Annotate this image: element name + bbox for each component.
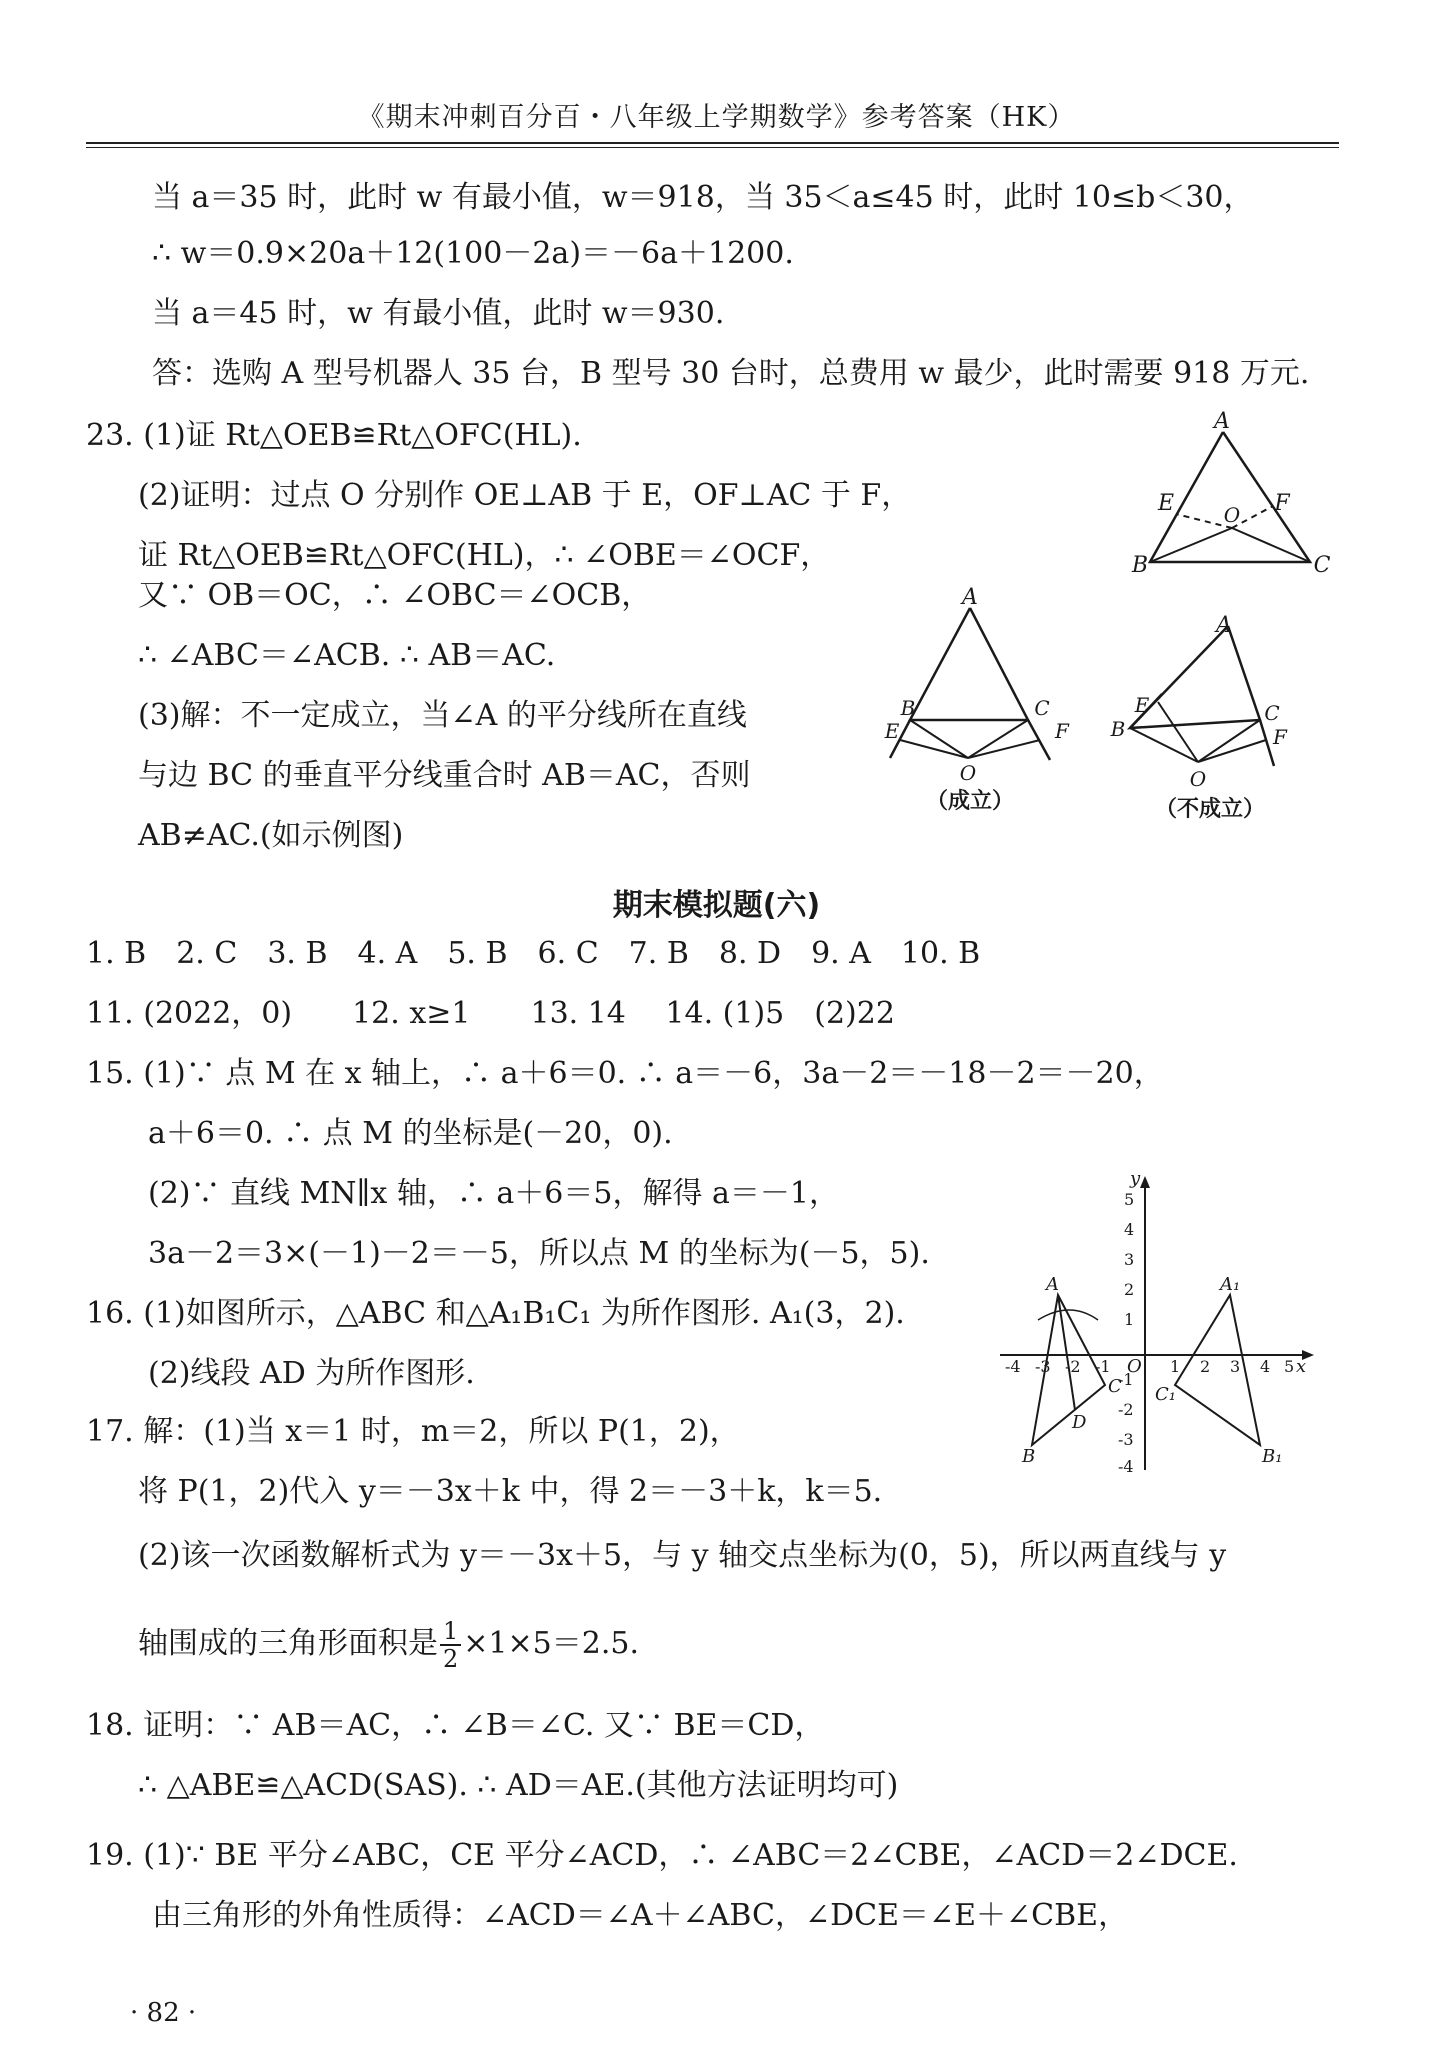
label-o: O	[1223, 503, 1241, 527]
label-b: B	[1131, 553, 1149, 578]
axis-label-origin: O	[1127, 1356, 1142, 1377]
answer-line: 将 P(1，2)代入 y＝－3x＋k 中，得 2＝－3＋k，k＝5.	[138, 1474, 883, 1509]
answer-line: ∴ ∠ABC＝∠ACB. ∴ AB＝AC.	[138, 638, 556, 673]
axis-label-y: y	[1130, 1168, 1141, 1189]
header-rule	[86, 142, 1339, 144]
answer-line: (3)解：不一定成立，当∠A 的平分线所在直线	[138, 698, 747, 733]
page-header: 《期末冲刺百分百・八年级上学期数学》参考答案（HK）	[357, 102, 1076, 133]
label-e: E	[1134, 693, 1150, 717]
label-a: A	[1214, 409, 1230, 434]
x-tick-neg3: -3	[1035, 1357, 1051, 1376]
oe-segment	[900, 740, 968, 758]
answer-line: AB≠AC.(如示例图)	[138, 818, 404, 853]
co-segment	[1198, 720, 1260, 762]
fraction-half	[440, 1618, 461, 1672]
answer-line: 18. 证明：∵ AB＝AC，∴ ∠B＝∠C. 又∵ BE＝CD，	[86, 1708, 825, 1743]
caption: （不成立）	[1154, 797, 1266, 822]
answer-line: 17. 解：(1)当 x＝1 时，m＝2，所以 P(1，2)，	[86, 1414, 740, 1449]
triangle-figure-3	[1100, 590, 1320, 830]
answer-line: 当 a＝45 时，w 有最小值，此时 w＝930.	[152, 296, 725, 331]
y-tick-5: 5	[1124, 1190, 1135, 1209]
point-label-c: C	[1108, 1376, 1122, 1397]
page-number: · 82 ·	[130, 1998, 197, 2028]
label-b: B	[900, 696, 916, 720]
triangle-outline	[1130, 626, 1260, 728]
y-axis-arrow	[1140, 1176, 1150, 1188]
answer-line: (2)证明：过点 O 分别作 OE⊥AB 于 E，OF⊥AC 于 F，	[138, 478, 912, 513]
ac-extension	[1260, 720, 1274, 766]
area-line	[138, 1618, 639, 1672]
label-o: O	[1189, 767, 1207, 791]
x-tick-4: 4	[1260, 1357, 1271, 1376]
answer-line: 与边 BC 的垂直平分线重合时 AB＝AC，否则	[138, 758, 751, 793]
answer-line: ∴ w＝0.9×20a＋12(100－2a)＝－6a＋1200.	[152, 236, 794, 271]
x-tick-5: 5	[1284, 1357, 1295, 1376]
fraction-denominator: 2	[443, 1645, 459, 1673]
answer-line: (2)线段 AD 为所作图形.	[148, 1356, 475, 1391]
fraction-numerator: 1	[440, 1618, 461, 1646]
label-e: E	[1157, 491, 1175, 516]
x-tick-1: 1	[1170, 1357, 1181, 1376]
bo-segment	[910, 720, 968, 758]
answer-line: 证 Rt△OEB≌Rt△OFC(HL)，∴ ∠OBE＝∠OCF，	[138, 538, 831, 573]
answer-line: 当 a＝35 时，此时 w 有最小值，w＝918，当 35＜a≤45 时，此时 10≤b＜30，	[152, 180, 1254, 215]
answer-line: ∴ △ABE≌△ACD(SAS). ∴ AD＝AE.(其他方法证明均可)	[138, 1768, 899, 1803]
y-tick-neg3: -3	[1118, 1430, 1134, 1449]
of-segment	[968, 740, 1040, 758]
label-a: A	[962, 585, 978, 610]
point-label-c1: C₁	[1155, 1384, 1176, 1405]
header-rule-thin	[86, 147, 1339, 148]
label-b: B	[1110, 717, 1126, 741]
label-e: E	[884, 719, 900, 743]
area-text: 轴围成的三角形面积是	[138, 1626, 438, 1661]
triangle-outline	[910, 608, 1028, 720]
area-result: ×1×5＝2.5.	[463, 1626, 639, 1661]
label-a: A	[1216, 613, 1232, 638]
y-tick-2: 2	[1124, 1280, 1135, 1299]
x-tick-neg2: -2	[1065, 1357, 1081, 1376]
point-label-a: A	[1046, 1274, 1059, 1295]
y-tick-neg4: -4	[1118, 1457, 1134, 1476]
point-label-a1: A₁	[1220, 1274, 1241, 1295]
label-f: F	[1273, 725, 1287, 749]
y-tick-neg1: -1	[1118, 1370, 1134, 1389]
label-f: F	[1055, 719, 1069, 743]
answer-line: 3a－2＝3×(－1)－2＝－5，所以点 M 的坐标为(－5，5).	[148, 1236, 930, 1271]
answer-line: 15. (1)∵ 点 M 在 x 轴上，∴ a＋6＝0. ∴ a＝－6，3a－2＝－18－2＝－20，	[86, 1056, 1164, 1091]
answer-line: (2)∵ 直线 MN∥x 轴，∴ a＋6＝5，解得 a＝－1，	[148, 1176, 839, 1211]
label-c: C	[1034, 696, 1050, 720]
answer-line: 由三角形的外角性质得：∠ACD＝∠A＋∠ABC，∠DCE＝∠E＋∠CBE，	[152, 1898, 1129, 1933]
point-label-d: D	[1072, 1412, 1087, 1433]
answer-line: 23. (1)证 Rt△OEB≌Rt△OFC(HL).	[86, 418, 582, 453]
answer-line: 16. (1)如图所示，△ABC 和△A₁B₁C₁ 为所作图形. A₁(3，2).	[86, 1296, 905, 1331]
answer-line: 答：选购 A 型号机器人 35 台，B 型号 30 台时，总费用 w 最少，此时需要 918 万元.	[152, 356, 1310, 391]
of-segment	[1198, 740, 1266, 762]
point-label-b1: B₁	[1262, 1446, 1283, 1467]
triangle-a1b1c1	[1175, 1295, 1260, 1445]
bo-segment	[1150, 528, 1232, 562]
label-o: O	[959, 761, 977, 785]
answer-line: 1. B 2. C 3. B 4. A 5. B 6. C 7. B 8. D 9. A 10. B	[86, 936, 981, 971]
y-tick-1: 1	[1124, 1310, 1135, 1329]
label-c: C	[1313, 553, 1331, 578]
x-tick-3: 3	[1230, 1357, 1241, 1376]
x-tick-neg4: -4	[1005, 1357, 1021, 1376]
triangle-figure-1	[1110, 410, 1350, 580]
axis-label-x: x	[1296, 1356, 1307, 1377]
point-label-b: B	[1022, 1446, 1036, 1467]
label-c: C	[1264, 701, 1280, 725]
triangle-figure-2	[870, 585, 1090, 820]
answer-line: 19. (1)∵ BE 平分∠ABC，CE 平分∠ACD，∴ ∠ABC＝2∠CBE，∠ACD＝2∠DCE.	[86, 1838, 1238, 1873]
answer-line: (2)该一次函数解析式为 y＝－3x＋5，与 y 轴交点坐标为(0，5)，所以两直线与 y	[138, 1538, 1227, 1573]
answer-line: a＋6＝0. ∴ 点 M 的坐标是(－20，0).	[148, 1116, 673, 1151]
caption: （成立）	[925, 789, 1015, 814]
answer-line: 又∵ OB＝OC，∴ ∠OBC＝∠OCB，	[138, 578, 652, 613]
section-title: 期末模拟题(六)	[612, 888, 821, 923]
y-tick-neg2: -2	[1118, 1400, 1134, 1419]
answer-line: 11. (2022，0) 12. x≥1 13. 14 14. (1)5 (2)22	[86, 996, 895, 1031]
x-tick-2: 2	[1200, 1357, 1211, 1376]
label-f: F	[1274, 491, 1290, 516]
y-tick-4: 4	[1124, 1220, 1135, 1239]
coordinate-graph	[1000, 1170, 1320, 1480]
y-tick-3: 3	[1124, 1250, 1135, 1269]
x-tick-neg1: -1	[1095, 1357, 1111, 1376]
co-segment	[968, 720, 1028, 758]
